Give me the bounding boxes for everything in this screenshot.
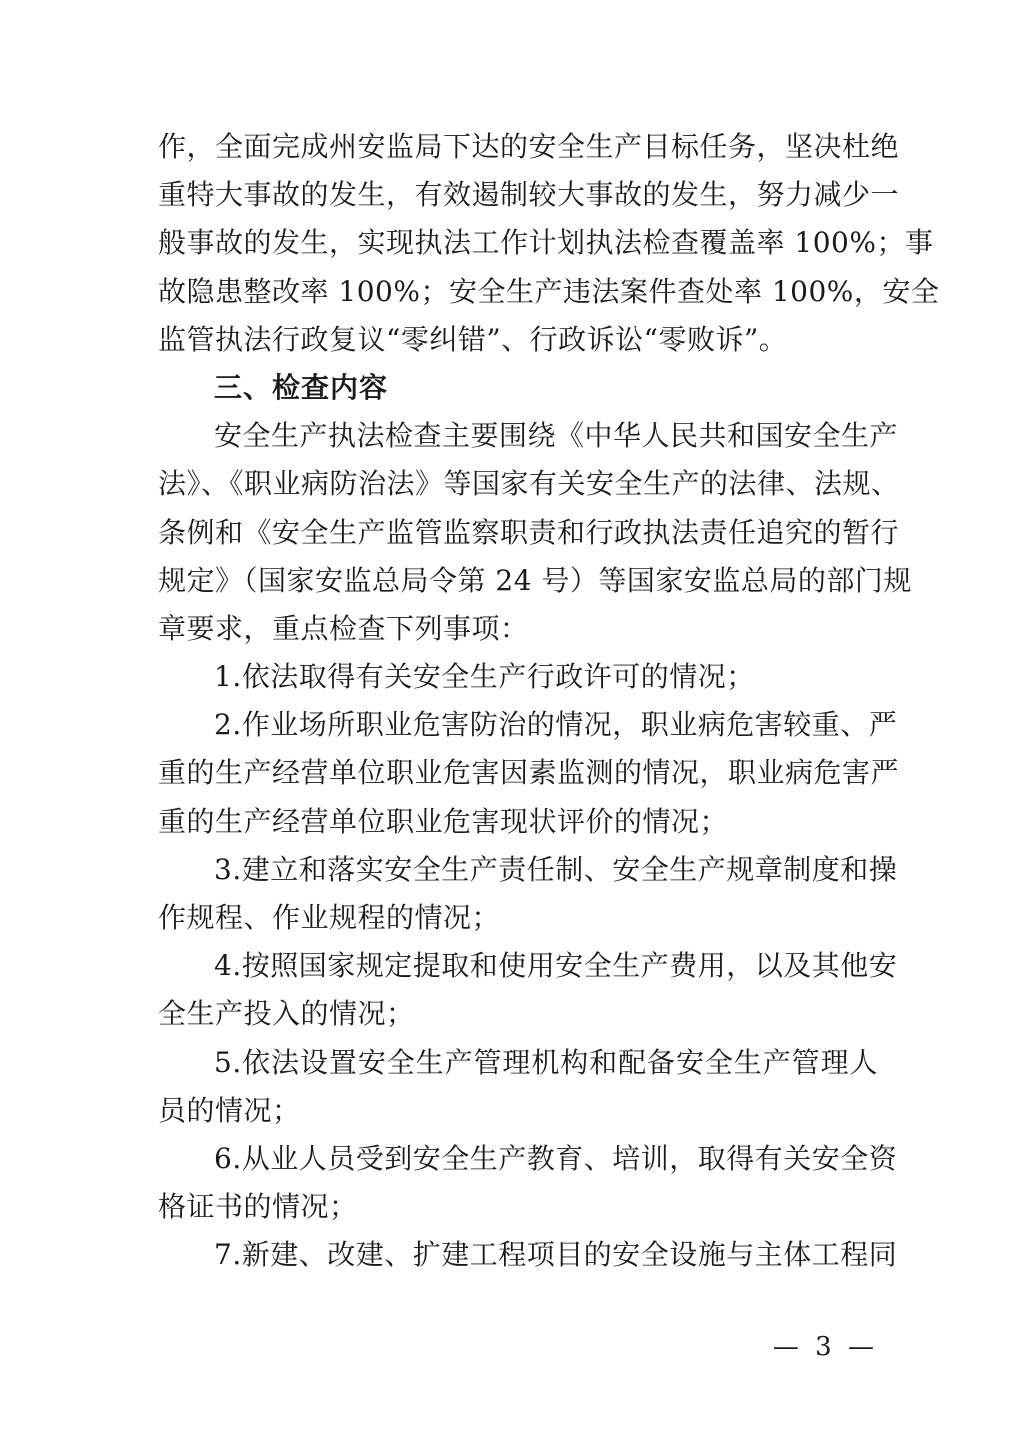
list-item: 6.从业人员受到安全生产教育、培训，取得有关安全资 (214, 1141, 898, 1175)
text-line: 法》、《职业病防治法》等国家有关安全生产的法律、法规、 (158, 467, 900, 501)
list-item: 5.依法设置安全生产管理机构和配备安全生产管理人 (214, 1045, 878, 1079)
list-item: 4.按照国家规定提取和使用安全生产费用，以及其他安 (214, 949, 898, 983)
text-line: 作规程、作业规程的情况； (158, 901, 501, 934)
text-line: 安全生产执法检查主要围绕《中华人民共和国安全生产 (214, 419, 899, 453)
document-body (158, 123, 940, 1280)
page-number: — 3 — (772, 1332, 878, 1362)
text-line: 般事故的发生，实现执法工作计划执法检查覆盖率 100%；事 (158, 226, 934, 260)
text-line: 员的情况； (158, 1093, 301, 1127)
text-line: 格证书的情况； (158, 1190, 358, 1224)
list-item: 3.建立和落实安全生产责任制、安全生产规章制度和操 (214, 852, 898, 886)
list-item: 2.作业场所职业危害防治的情况，职业病危害较重、严 (214, 708, 898, 742)
text-line: 作，全面完成州安监局下达的安全生产目标任务，坚决杜绝 (158, 130, 900, 163)
text-line: 规定》（国家安监总局令第 24 号）等国家安监总局的部门规 (158, 563, 912, 597)
text-line: 重的生产经营单位职业危害因素监测的情况，职业病危害严 (158, 756, 900, 790)
text-line: 重的生产经营单位职业危害现状评价的情况； (158, 804, 729, 838)
text-line: 全生产投入的情况； (158, 997, 415, 1031)
text-line: 故隐患整改率 100%；安全生产违法案件查处率 100%，安全 (158, 274, 940, 308)
section-heading: 三、检查内容 (214, 370, 389, 404)
list-item: 1.依法取得有关安全生产行政许可的情况； (214, 660, 755, 694)
text-line: 重特大事故的发生，有效遏制较大事故的发生，努力减少一 (158, 178, 900, 212)
list-item: 7.新建、改建、扩建工程项目的安全设施与主体工程同 (214, 1238, 898, 1272)
text-line: 条例和《安全生产监管监察职责和行政执法责任追究的暂行 (158, 515, 900, 549)
text-line: 章要求，重点检查下列事项： (158, 611, 529, 645)
text-line: 监管执法行政复议“零纠错”、行政诉讼“零败诉”。 (158, 322, 788, 356)
